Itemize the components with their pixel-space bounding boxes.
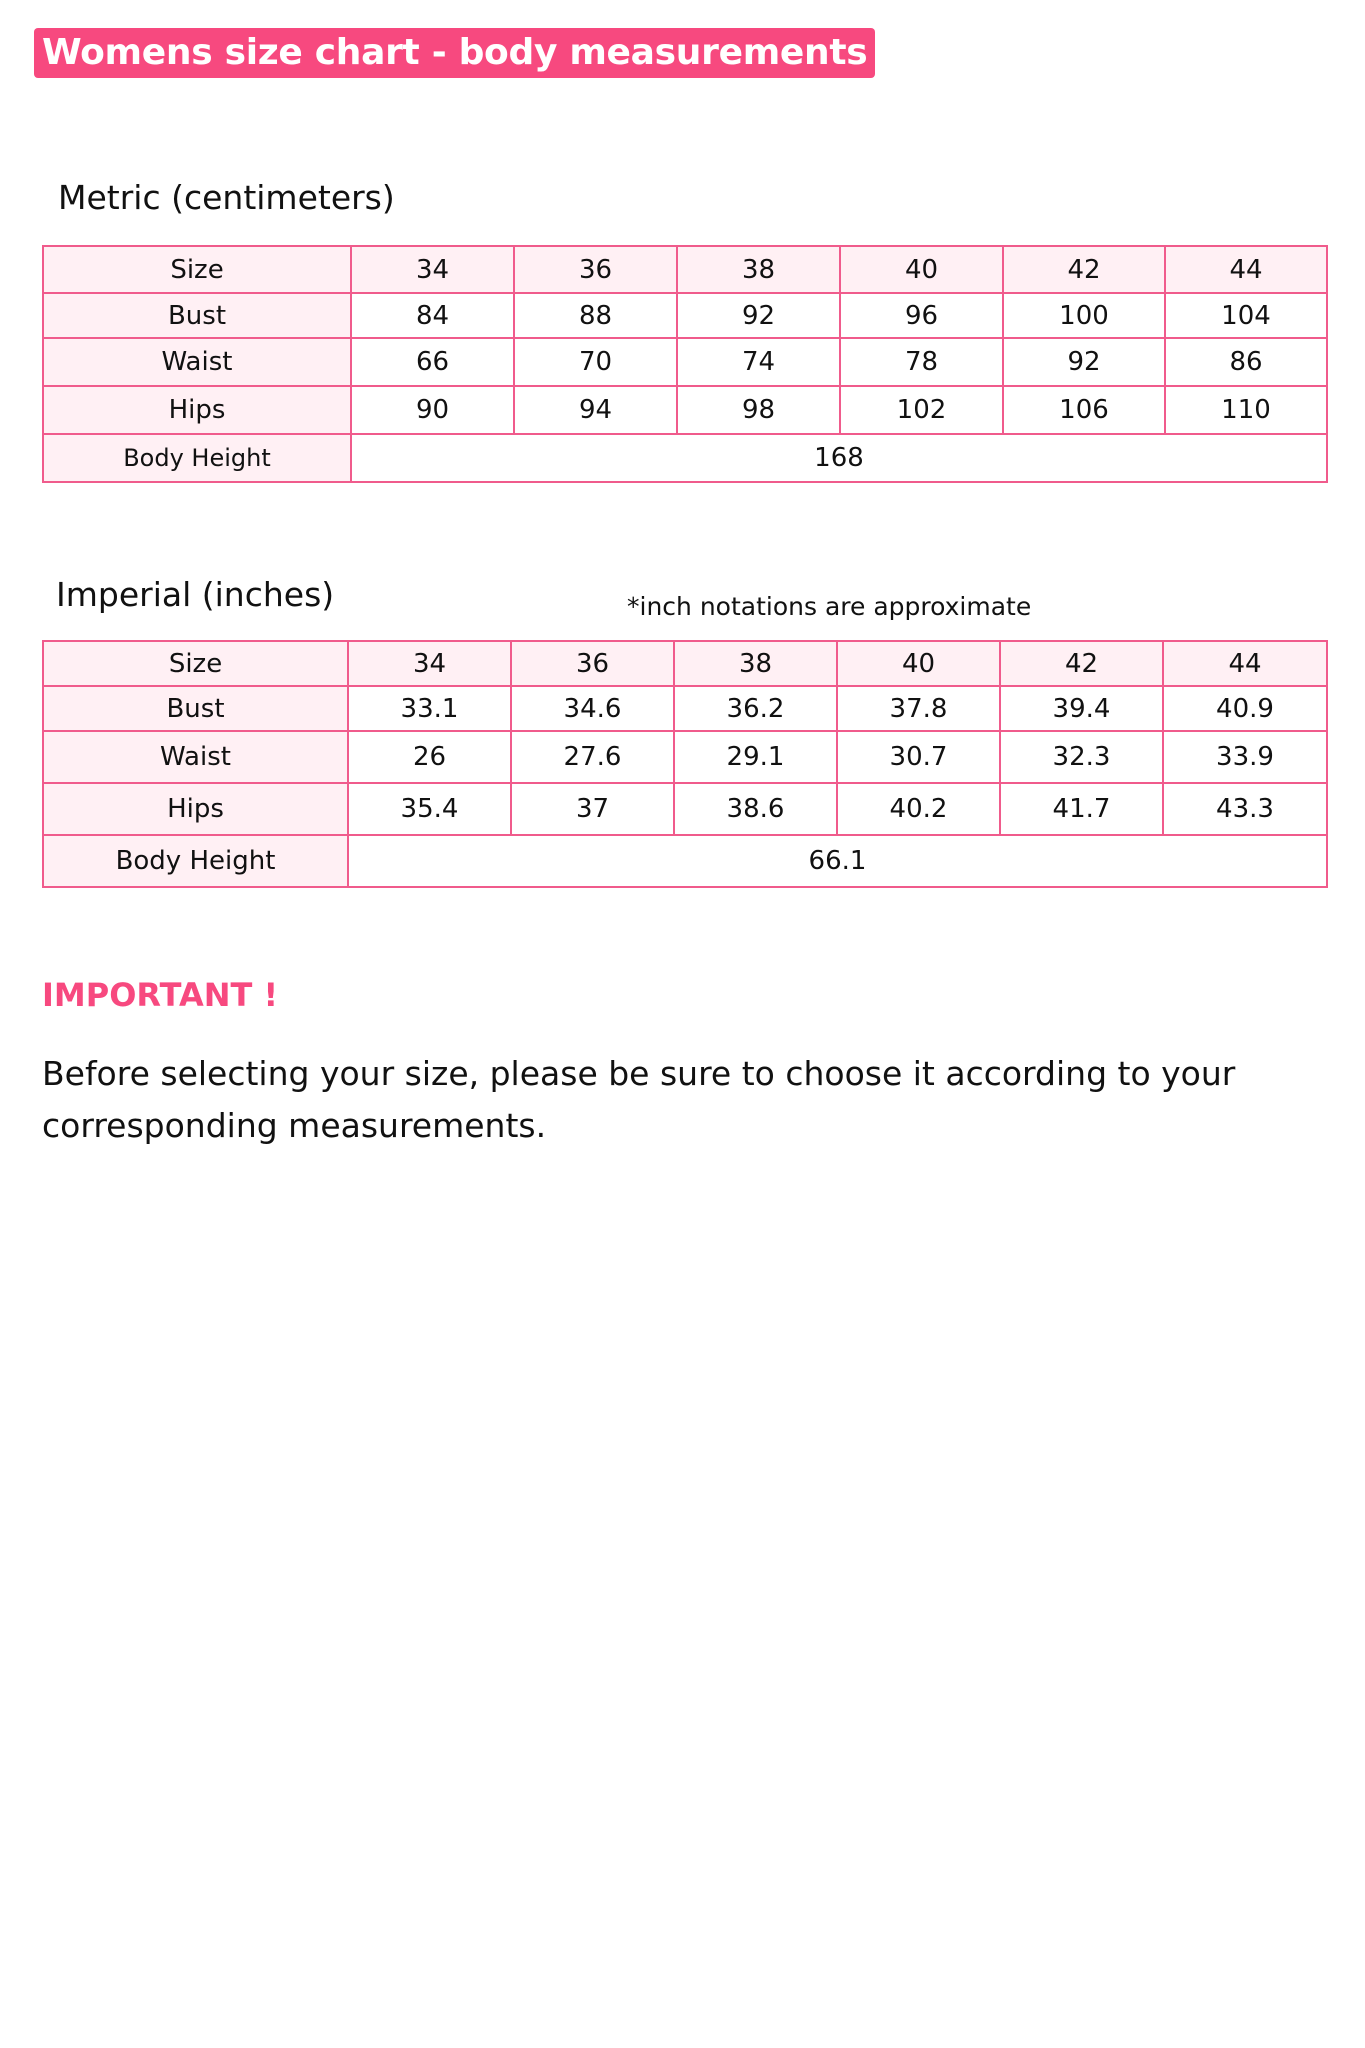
metric-size-cell: 42 <box>1003 246 1165 293</box>
imperial-size-cell: 36 <box>511 641 674 686</box>
metric-size-row <box>43 246 1327 293</box>
imperial-size-cell: 34 <box>348 641 511 686</box>
metric-bust-row <box>43 293 1327 338</box>
metric-row-label: Body Height <box>43 434 351 482</box>
imperial-cell: 26 <box>348 731 511 783</box>
imperial-bust-row <box>43 686 1327 731</box>
imperial-row-label: Bust <box>43 686 348 731</box>
metric-size-cell: 38 <box>677 246 840 293</box>
metric-cell: 70 <box>514 338 677 386</box>
metric-size-cell: 36 <box>514 246 677 293</box>
important-text: Before selecting your size, please be sure to choose it according to your corresponding measurements. <box>42 1054 1236 1145</box>
imperial-cell: 33.1 <box>348 686 511 731</box>
metric-size-label: Size <box>43 246 351 293</box>
imperial-waist-row <box>43 731 1327 783</box>
imperial-body-height-value: 66.1 <box>348 835 1327 887</box>
imperial-hips-row <box>43 783 1327 835</box>
metric-cell: 94 <box>514 386 677 434</box>
imperial-body-height-row <box>43 835 1327 887</box>
metric-section-title: Metric (centimeters) <box>58 178 395 217</box>
imperial-size-row <box>43 641 1327 686</box>
imperial-cell: 41.7 <box>1000 783 1163 835</box>
imperial-size-label: Size <box>43 641 348 686</box>
metric-waist-row <box>43 338 1327 386</box>
important-heading: IMPORTANT ! <box>42 976 279 1014</box>
metric-cell: 66 <box>351 338 514 386</box>
metric-size-cell: 44 <box>1165 246 1327 293</box>
imperial-cell: 39.4 <box>1000 686 1163 731</box>
metric-body-height-row <box>43 434 1327 482</box>
metric-cell: 88 <box>514 293 677 338</box>
imperial-size-cell: 44 <box>1163 641 1327 686</box>
metric-cell: 92 <box>1003 338 1165 386</box>
imperial-cell: 29.1 <box>674 731 837 783</box>
imperial-section-title: Imperial (inches) <box>56 575 335 614</box>
imperial-cell: 37 <box>511 783 674 835</box>
imperial-size-cell: 40 <box>837 641 1000 686</box>
imperial-row-label: Body Height <box>43 835 348 887</box>
metric-row-label: Hips <box>43 386 351 434</box>
metric-cell: 98 <box>677 386 840 434</box>
metric-cell: 104 <box>1165 293 1327 338</box>
imperial-cell: 40.2 <box>837 783 1000 835</box>
imperial-cell: 37.8 <box>837 686 1000 731</box>
imperial-cell: 34.6 <box>511 686 674 731</box>
imperial-cell: 38.6 <box>674 783 837 835</box>
metric-size-cell: 34 <box>351 246 514 293</box>
imperial-cell: 32.3 <box>1000 731 1163 783</box>
metric-size-cell: 40 <box>840 246 1003 293</box>
imperial-cell: 36.2 <box>674 686 837 731</box>
metric-cell: 100 <box>1003 293 1165 338</box>
imperial-cell: 40.9 <box>1163 686 1327 731</box>
imperial-row-label: Waist <box>43 731 348 783</box>
metric-cell: 78 <box>840 338 1003 386</box>
metric-cell: 92 <box>677 293 840 338</box>
imperial-cell: 30.7 <box>837 731 1000 783</box>
imperial-cell: 33.9 <box>1163 731 1327 783</box>
metric-body-height-value: 168 <box>351 434 1327 482</box>
imperial-cell: 27.6 <box>511 731 674 783</box>
metric-cell: 84 <box>351 293 514 338</box>
imperial-size-cell: 38 <box>674 641 837 686</box>
metric-cell: 90 <box>351 386 514 434</box>
imperial-cell: 35.4 <box>348 783 511 835</box>
metric-row-label: Waist <box>43 338 351 386</box>
metric-cell: 102 <box>840 386 1003 434</box>
page-title: Womens size chart - body measurements <box>34 28 875 78</box>
imperial-cell: 43.3 <box>1163 783 1327 835</box>
metric-size-table <box>42 245 1328 483</box>
approximation-note: *inch notations are approximate <box>627 592 1032 621</box>
imperial-row-label: Hips <box>43 783 348 835</box>
metric-cell: 106 <box>1003 386 1165 434</box>
metric-cell: 96 <box>840 293 1003 338</box>
imperial-size-table <box>42 640 1328 888</box>
metric-cell: 74 <box>677 338 840 386</box>
imperial-size-cell: 42 <box>1000 641 1163 686</box>
metric-cell: 110 <box>1165 386 1327 434</box>
metric-hips-row <box>43 386 1327 434</box>
metric-row-label: Bust <box>43 293 351 338</box>
metric-cell: 86 <box>1165 338 1327 386</box>
